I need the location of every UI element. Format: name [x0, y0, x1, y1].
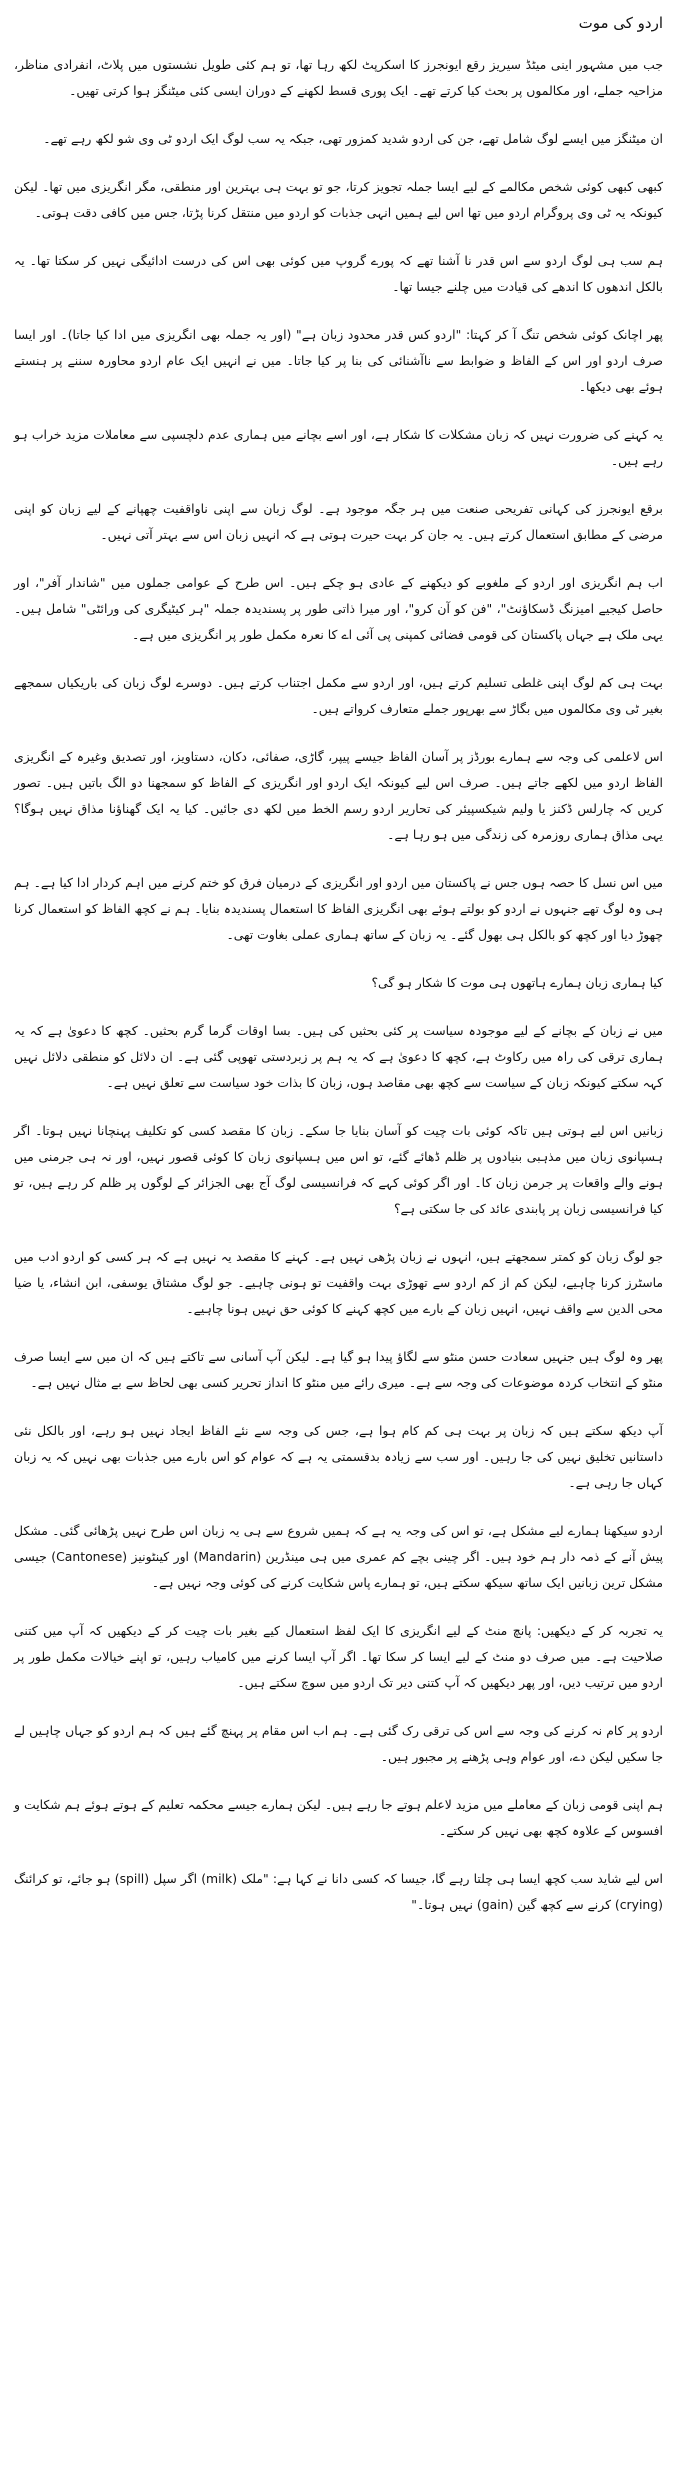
article-title: اردو کی موت [578, 14, 663, 32]
article-paragraph: اب ہم انگریزی اور اردو کے ملغوبے کو دیکھنے کے عادی ہو چکے ہیں۔ اس طرح کے عوامی جملوں میں "شاندار آفر"، اور حاصل کیجیے امیزنگ ڈسکاؤنٹ"، "فن کو آن کرو"، اور میرا ذاتی طور پر پسندیدہ جملہ "ہر کیٹیگری کی ورائٹی" شامل ہیں۔ یہی ملک ہے جہاں پاکستان کی قومی فضائی کمپنی پی آئی اے کا نعرہ مکمل طور پر انگریزی میں ہے۔ [14, 575, 663, 642]
section-question-heading: کیا ہماری زبان ہمارے ہاتھوں ہی موت کا شکار ہو گی؟ [371, 975, 663, 990]
article-paragraph: ہم سب ہی لوگ اردو سے اس قدر نا آشنا تھے کہ پورے گروپ میں کوئی بھی اس کی درست ادائیگی نہیں کر سکتا تھا۔ یہ بالکل اندھوں کا اندھے کی قیادت میں چلنے جیسا تھا۔ [14, 253, 663, 294]
article-paragraph: یہ تجربہ کر کے دیکھیں: پانچ منٹ کے لیے انگریزی کا ایک لفظ استعمال کیے بغیر بات چیت کر کے دیکھیں کہ آپ میں کتنی صلاحیت ہے۔ میں صرف دو منٹ کے لیے ایسا کر سکا تھا۔ اگر آپ ایسا کرنے میں کامیاب رہیں، تو اپنے خیالات مکمل طور پر اردو میں ترتیب دیں، اور پھر دیکھیں کہ آپ کتنی دیر تک اردو میں سوچ سکتے ہیں۔ [14, 1623, 663, 1690]
article-paragraph: ہم اپنی قومی زبان کے معاملے میں مزید لاعلم ہوتے جا رہے ہیں۔ لیکن ہمارے جیسے محکمہ تعلیم کے ہوتے ہوئے ہم شکایت و افسوس کے علاوہ کچھ بھی نہیں کر سکتے۔ [14, 1797, 663, 1838]
article-paragraph: جو لوگ زبان کو کمتر سمجھتے ہیں، انہوں نے زبان پڑھی نہیں ہے۔ کہنے کا مقصد یہ نہیں ہے کہ ہر کسی کو اردو ادب میں ماسٹرز کرنا چاہیے، لیکن کم از کم اردو سے تھوڑی بہت واقفیت تو ہونی چاہیے۔ جو لوگ مشتاق یوسفی، ابن انشاء، یا ضیا محی الدین سے واقف نہیں، انہیں زبان کے بارے میں کچھ کہنے کا کوئی حق نہیں ہونا چاہیے۔ [14, 1249, 663, 1316]
article-paragraph: اس لاعلمی کی وجہ سے ہمارے بورڈز پر آسان الفاظ جیسے پیپر، گاڑی، صفائی، دکان، دستاویز، اور تصدیق وغیرہ کے انگریزی الفاظ اردو میں لکھے جاتے ہیں۔ صرف اس لیے کیونکہ ایک اردو اور انگریزی کے الفاظ کو سمجھنا دو الگ باتیں ہیں۔ تصور کریں کہ چارلس ڈکنز یا ولیم شیکسپیئر کی تحاریر اردو رسم الخط میں لکھ دی جائیں۔ کیا یہ ایک گھناؤنا مذاق نہیں ہوگا؟ یہی مذاق ہماری روزمرہ کی زندگی میں ہو رہا ہے۔ [14, 749, 663, 842]
article-paragraph: آپ دیکھ سکتے ہیں کہ زبان پر بہت ہی کم کام ہوا ہے، جس کی وجہ سے نئے الفاظ ایجاد نہیں ہو رہے، اور بالکل نئی داستانیں تخلیق نہیں کی جا رہیں۔ اور سب سے زیادہ بدقسمتی یہ ہے کہ عوام کو اس بارے میں جذبات بھی نہیں کہ یہ زبان کہاں جا رہی ہے۔ [14, 1423, 663, 1490]
article-paragraph: ان میٹنگز میں ایسے لوگ شامل تھے، جن کی اردو شدید کمزور تھی، جبکہ یہ سب لوگ ایک اردو ٹی وی شو لکھ رہے تھے۔ [43, 131, 663, 146]
article-paragraph: کبھی کبھی کوئی شخص مکالمے کے لیے ایسا جملہ تجویز کرتا، جو تو بہت ہی بہترین اور منطقی، مگر انگریزی میں تھا۔ لیکن کیونکہ یہ ٹی وی پروگرام اردو میں تھا اس لیے ہمیں انہی جذبات کو اردو میں منتقل کرنا پڑتا، جس میں کافی دقت ہوتی۔ [14, 179, 663, 220]
article-paragraph: زبانیں اس لیے ہوتی ہیں تاکہ کوئی بات چیت کو آسان بنایا جا سکے۔ زبان کا مقصد کسی کو تکلیف پہنچانا نہیں ہوتا۔ اگر ہسپانوی زبان میں مذہبی بنیادوں پر ظلم ڈھائے گئے، تو اس میں ہسپانوی زبان کا کوئی قصور نہیں، اور نہ ہی جرمنی میں ہونے والے واقعات پر جرمن زبان کا۔ اور اگر کوئی کہے کہ فرانسیسی لوگ آج بھی الجزائر کے لوگوں پر ظلم کر رہے ہیں، تو کیا فرانسیسی زبان پر پابندی عائد کی جا سکتی ہے؟ [14, 1123, 663, 1216]
article-paragraph: میں اس نسل کا حصہ ہوں جس نے پاکستان میں اردو اور انگریزی کے درمیان فرق کو ختم کرنے میں اہم کردار ادا کیا ہے۔ ہم ہی وہ لوگ تھے جنہوں نے اردو کو بولتے ہوئے بھی انگریزی الفاظ کا استعمال پسندیدہ بنایا۔ ہم نے کچھ الفاظ کو استعمال کرنا چھوڑ دیا اور کچھ کو بالکل ہی بھول گئے۔ یہ زبان کے ساتھ ہماری عملی بغاوت تھی۔ [14, 875, 663, 942]
article-paragraph: اردو سیکھنا ہمارے لیے مشکل ہے، تو اس کی وجہ یہ ہے کہ ہمیں شروع سے ہی یہ زبان اس طرح نہیں پڑھائی گئی۔ مشکل پیش آنے کے ذمہ دار ہم خود ہیں۔ اگر چینی بچے کم عمری میں ہی مینڈرین (Mandarin) اور کینٹونیز (Cantonese) جیسی مشکل ترین زبانیں ایک ساتھ سیکھ سکتے ہیں، تو ہمارے پاس شکایت کرنے کی کوئی وجہ نہیں ہے۔ [14, 1523, 664, 1590]
article-paragraph: میں نے زبان کے بچانے کے لیے موجودہ سیاست پر کئی بحثیں کی ہیں۔ بسا اوقات گرما گرم بحثیں۔ کچھ کا دعویٰ ہے کہ یہ ہماری ترقی کی راہ میں رکاوٹ ہے، کچھ کا دعویٰ ہے کہ یہ ہم پر زبردستی تھوپی گئی ہے۔ ان دلائل کو منطقی دلائل نہیں کہہ سکتے کیونکہ زبان کے سیاست سے کچھ بھی مقاصد ہوں، زبان کا بذات خود سیاست سے تعلق نہیں ہے۔ [14, 1023, 663, 1090]
article-paragraph: اردو پر کام نہ کرنے کی وجہ سے اس کی ترقی رک گئی ہے۔ ہم اب اس مقام پر پہنچ گئے ہیں کہ ہم اردو کو جہاں چاہیں لے جا سکیں لیکن دے، اور عوام وہی پڑھنے پر مجبور ہیں۔ [14, 1723, 663, 1764]
article-paragraph: یہ کہنے کی ضرورت نہیں کہ زبان مشکلات کا شکار ہے، اور اسے بچانے میں ہماری عدم دلچسپی سے معاملات مزید خراب ہو رہے ہیں۔ [14, 427, 663, 468]
article-paragraph: پھر وہ لوگ ہیں جنہیں سعادت حسن منٹو سے لگاؤ پیدا ہو گیا ہے۔ لیکن آپ آسانی سے تاکتے ہیں کہ ان میں سے ایسا صرف منٹو کے انتخاب کردہ موضوعات کی وجہ سے ہے۔ میری رائے میں منٹو کا انداز تحریر کسی بھی لحاظ سے بے مثال نہیں ہے۔ [14, 1349, 663, 1390]
article-paragraph: پھر اچانک کوئی شخص تنگ آ کر کہتا: "اردو کس قدر محدود زبان ہے" (اور یہ جملہ بھی انگریزی میں ادا کیا جاتا)۔ اور ایسا صرف اردو اور اس کے الفاظ و ضوابط سے ناآشنائی کی بنا پر کیا جاتا۔ میں نے انہیں ایک عام اردو محاورہ سننے پر ہنستے ہوئے بھی دیکھا۔ [14, 327, 663, 394]
article-paragraph: بہت ہی کم لوگ اپنی غلطی تسلیم کرتے ہیں، اور اردو سے مکمل اجتناب کرتے ہیں۔ دوسرے لوگ زبان کی باریکیاں سمجھے بغیر ٹی وی مکالموں میں بگاڑ سے بھرپور جملے متعارف کرواتے ہیں۔ [14, 675, 663, 716]
article-paragraph: جب میں مشہور اینی میٹڈ سیریز رقع ایونجرز کا اسکرپٹ لکھ رہا تھا، تو ہم کئی طویل نشستوں میں پلاٹ، انفرادی مناظر، مزاحیہ جملے، اور مکالموں پر بحث کیا کرتے تھے۔ ایک پوری قسط لکھنے کے دوران ایسی کئی میٹنگز ہوا کرتی تھیں۔ [14, 57, 663, 98]
article-paragraph: اس لیے شاید سب کچھ ایسا ہی چلتا رہے گا، جیسا کہ کسی دانا نے کہا ہے: "ملک (milk) اگر سپل (spill) ہو جائے، تو کرائنگ (crying) کرنے سے کچھ گین (gain) نہیں ہوتا۔" [14, 1871, 664, 1912]
article-paragraph: برقع ایونجرز کی کہانی تفریحی صنعت میں ہر جگہ موجود ہے۔ لوگ زبان سے اپنی ناواقفیت چھپانے کے لیے زبان کو اپنی مرضی کے مطابق استعمال کرتے ہیں۔ یہ جان کر بہت حیرت ہوتی ہے کہ انہیں زبان اس سے بہتر آتی نہیں۔ [14, 501, 663, 542]
